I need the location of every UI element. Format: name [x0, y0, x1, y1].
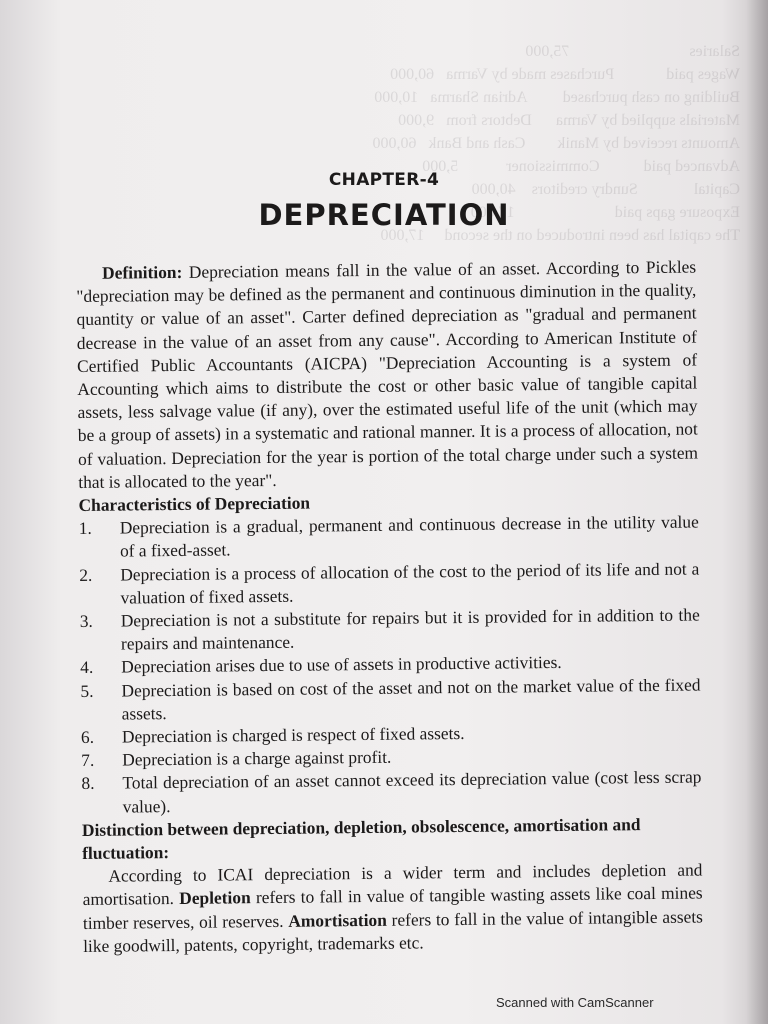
item-number: 7.	[81, 750, 95, 771]
depletion-text: refers to fall in value of tangible wasting assets like coal mines timber reserves, oil reserves.	[82, 882, 703, 933]
item-text: Depreciation is charged is respect of fixed assets.	[121, 723, 465, 747]
show-through-text: Salaries 75,000 Wages paid Purchases made by Varma 60,000 Building on cash purchased Adrian Sharma 10,000 Materials supplied by Varma Debtors from 9,000 Amounts received by Manik Cash and Bank 60,000 Advanced paid Commissioner 5,000 Capital Sundry creditors 40,000 Exposure gaps paid 17,000 The capital has been introduced on the second 17,000	[372, 43, 740, 244]
item-text: Depreciation is based on cost of the asset and not on the market value of the fixed assets.	[121, 674, 701, 724]
amortisation-term: Amortisation	[288, 909, 387, 931]
item-number: 1.	[78, 518, 92, 539]
distinction-heading: Distinction between depreciation, depletion, obsolescence, amortisation and fluctuation:	[81, 813, 641, 864]
list-item	[80, 604, 700, 657]
page-body	[76, 256, 703, 959]
definition-term: Definition:	[102, 261, 183, 283]
list-item	[79, 557, 699, 610]
item-text: Depreciation arises due to use of assets in productive activities.	[121, 652, 562, 678]
item-text: Depreciation is a charge against profit.	[122, 746, 392, 770]
page-edge-shadow	[746, 0, 768, 1024]
item-number: 4.	[80, 657, 94, 678]
definition-paragraph	[76, 256, 698, 495]
item-number: 3.	[79, 610, 93, 632]
item-text: Total depreciation of an asset cannot exceed its depreciation value (cost less scrap value).	[122, 766, 702, 817]
item-text: Depreciation is not a substitute for repairs but it is provided for in addition to the repairs and maintenance.	[120, 604, 700, 654]
item-text: Depreciation is a gradual, permanent and continuous decrease in the utility value of a fixed-asset.	[119, 511, 699, 561]
item-text: Depreciation is a process of allocation of the cost to the period of its life and not a valuation of fixed assets.	[120, 558, 700, 608]
distinction-paragraph	[82, 859, 703, 958]
item-number: 2.	[79, 564, 93, 585]
scanner-watermark: Scanned with CamScanner	[496, 995, 654, 1010]
characteristics-heading: Characteristics of Depreciation	[78, 492, 311, 516]
depletion-term: Depletion	[179, 887, 251, 909]
chapter-title: DEPRECIATION	[258, 198, 510, 232]
characteristics-list	[79, 511, 702, 819]
list-item	[79, 511, 699, 564]
amortisation-text: refers to fall in the value of intangible assets like goodwill, patents, copyright, trademarks etc.	[83, 906, 703, 956]
item-number: 5.	[80, 680, 94, 701]
item-number: 8.	[81, 773, 95, 794]
distinction-intro: According to ICAI depreciation is a wider term and includes depletion and amortisation.	[82, 859, 703, 910]
chapter-label: CHAPTER-4	[328, 170, 440, 190]
definition-text: Depreciation means fall in the value of an asset. According to Pickles "depreciation may be defined as the permanent and continuous diminution in the quality, quantity or value of an asset". Carter defined depreciation as "gradual and permanent decrease in the value of an asset from any cause". According to American Institute of Certified Public Accountants (AICPA) "Depreciation Accounting is a system of Accounting which aims to distribute the cost or other basic value of tangible capital assets, less salvage value (if any), over the estimated useful life of the unit (which may be a group of assets) in a systematic and rational manner. It is a process of allocation, not of valuation. Depreciation for the year is portion of the total charge under such a system that is allocated to the year".	[76, 256, 699, 492]
item-number: 6.	[80, 726, 95, 748]
list-item	[80, 673, 700, 726]
list-item	[81, 766, 701, 819]
